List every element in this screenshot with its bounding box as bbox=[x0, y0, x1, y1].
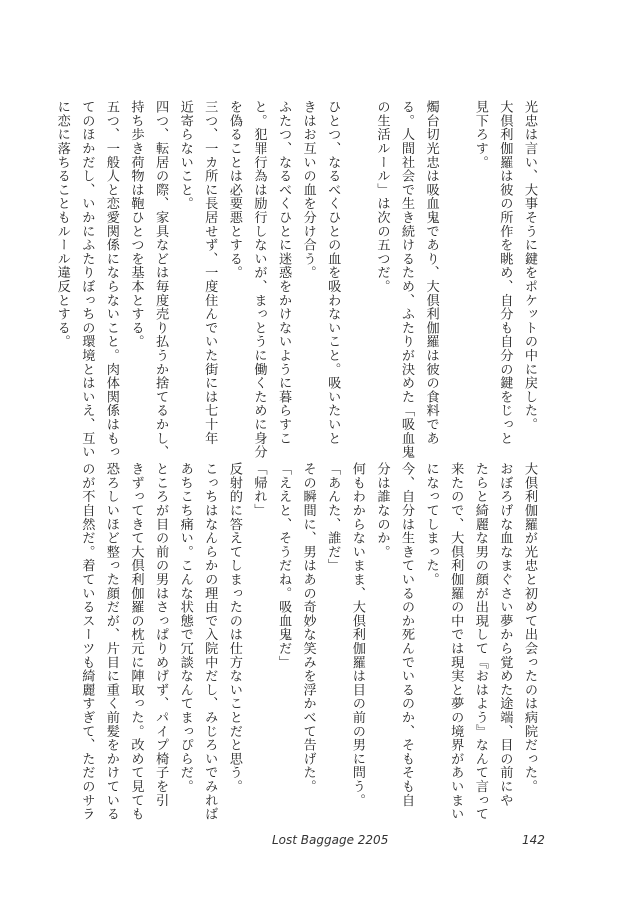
text-line: 近寄らないこと。 bbox=[177, 100, 193, 211]
text-line: 来たので、大倶利伽羅の中では現実と夢の境界があいまい bbox=[448, 462, 464, 821]
text-line: たらと綺麗な男の顔が出現して『おはよう』なんて言って bbox=[472, 462, 488, 821]
lower-text-block bbox=[74, 462, 541, 821]
text-line: 何もわからないまま、大倶利伽羅は目の前の男に問う。 bbox=[349, 462, 365, 807]
text-line: きずってきて大倶利伽羅の枕元に陣取った。改めて見ても bbox=[128, 462, 144, 821]
page-number: 142 bbox=[522, 833, 545, 847]
text-line: 大倶利伽羅が光忠と初めて出会ったのは病院だった。 bbox=[522, 462, 537, 794]
text-line: 見下ろす。 bbox=[472, 100, 488, 169]
text-line: ふたつ、なるべくひとに迷惑をかけないように暮らすこ bbox=[276, 100, 292, 445]
text-line: の生活ルール」は次の五つだ。 bbox=[374, 100, 390, 294]
text-line: 持ち歩き荷物は鞄ひとつを基本とする。 bbox=[128, 100, 144, 349]
text-line: になってしまった。 bbox=[423, 462, 439, 587]
text-line: てのほかだし、いかにふたりぼっちの環境とはいえ、互い bbox=[79, 100, 95, 459]
text-line: 三つ、一カ所に長居せず、一度住んでいた街には七十年 bbox=[202, 100, 218, 445]
text-line: 「帰れ」 bbox=[251, 462, 267, 518]
text-line: ところが目の前の男はさっぱりめげず、パイプ椅子を引 bbox=[153, 462, 169, 807]
text-line: こっちはなんらかの理由で入院中だし、みじろいでみれば bbox=[202, 462, 218, 821]
text-line: その瞬間に、男はあの奇妙な笑みを浮かべて告げた。 bbox=[300, 462, 316, 794]
text-line: と。犯罪行為は励行しないが、まっとうに働くために身分 bbox=[251, 100, 267, 459]
text-line: を偽ることは必要悪とする。 bbox=[226, 100, 242, 280]
upper-text-block bbox=[49, 100, 541, 459]
text-line: 「あんた、誰だ」 bbox=[325, 462, 341, 573]
text-line: 反射的に答えてしまったのは仕方ないことだと思う。 bbox=[226, 462, 242, 794]
text-line: ひとつ、なるべくひとの血を吸わないこと。吸いたいと bbox=[325, 100, 341, 445]
text-line: のが不自然だ。着ているスーツも綺麗すぎて、ただのサラ bbox=[79, 462, 95, 821]
footer-title: Lost Baggage 2205 bbox=[272, 833, 389, 847]
text-line: おぼろげな血なまぐさい夢から覚めた途端、目の前にや bbox=[497, 462, 513, 807]
text-line: 分は誰なのか。 bbox=[374, 462, 390, 559]
text-line: 「ええと、そうだね。吸血鬼だ」 bbox=[276, 462, 292, 669]
text-line: 五つ、一般人と恋愛関係にならないこと。肉体関係はもっ bbox=[103, 100, 119, 459]
text-line: 燭台切光忠は吸血鬼であり、大倶利伽羅は彼の食料であ bbox=[423, 100, 439, 445]
text-line: あちこち痛い。こんな状態で冗談なんてまっぴらだ。 bbox=[177, 462, 193, 794]
text-line: きはお互いの血を分け合う。 bbox=[300, 100, 316, 280]
text-line: 大倶利伽羅は彼の所作を眺め、自分も自分の鍵をじっと bbox=[497, 100, 513, 445]
text-line: 光忠は言い、大事そうに鍵をポケットの中に戻した。 bbox=[522, 100, 537, 432]
text-line: 今、自分は生きているのか死んでいるのか、そもそも自 bbox=[399, 462, 415, 807]
text-line: に恋に落ちることもルール違反とする。 bbox=[54, 100, 70, 349]
text-line: 恐ろしいほど整った顔だが、片目に重く前髪をかけている bbox=[103, 462, 119, 821]
text-line bbox=[443, 100, 468, 430]
text-line: る。人間社会で生き続けるため、ふたりが決めた「吸血鬼 bbox=[399, 100, 415, 459]
text-line bbox=[344, 100, 369, 430]
text-line: 四つ、転居の際、家具などは毎度売り払うか捨てるかし、 bbox=[153, 100, 169, 459]
